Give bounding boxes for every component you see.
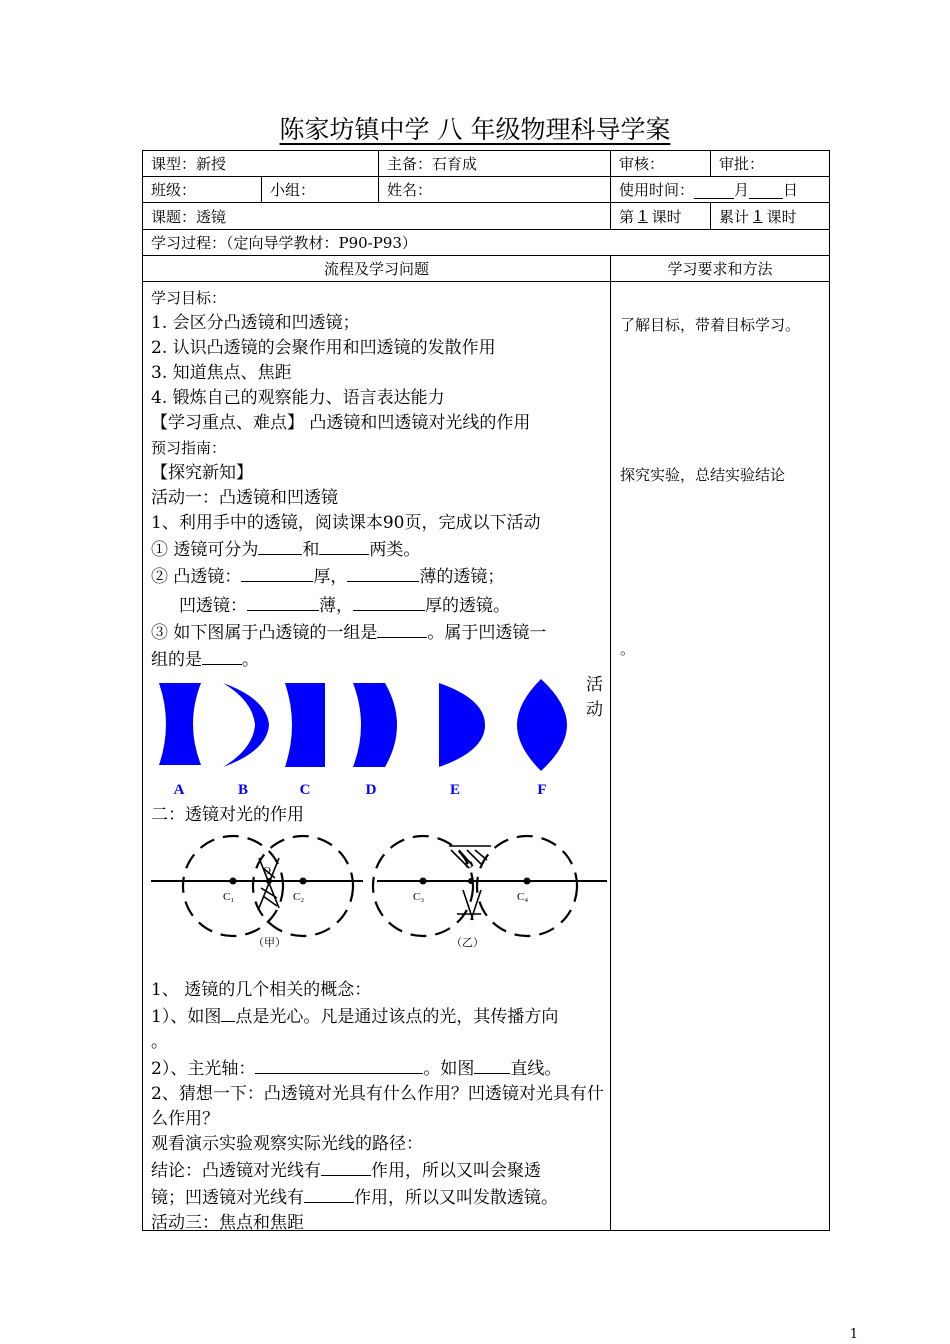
header-row-3: [143, 203, 829, 230]
lesson-type: 课型：新授: [151, 155, 227, 173]
optics-diagram: [151, 828, 609, 973]
total-period-field: 累计 1 课时: [710, 203, 829, 229]
column-heading-left: 流程及学习问题: [323, 260, 429, 278]
header-row-2: [143, 177, 829, 203]
side-note-activity: 活 动: [586, 675, 603, 720]
key-points: 【学习重点、难点】 凸透镜和凹透镜对光线的作用: [151, 413, 531, 433]
lens-label: B: [237, 782, 249, 798]
preparer: 主备：石育成: [378, 151, 610, 176]
concept-1-cont: 。: [151, 1032, 168, 1052]
concepts-heading: 1、 透镜的几个相关的概念：: [151, 980, 372, 1000]
method-column: [610, 282, 829, 1230]
goals-title: 学习目标：: [151, 289, 227, 307]
figure-label-jia: （甲）: [253, 937, 286, 949]
header-row-4: [143, 230, 829, 256]
lens-a: [159, 683, 201, 765]
learning-process: 学习过程：（定向导学教材：P90-P93）: [151, 234, 417, 252]
period-field: 第 1 课时: [610, 203, 710, 229]
name-field: 姓名：: [378, 177, 610, 202]
explore-heading: 【探究新知】: [151, 463, 253, 483]
conclusion-1: 结论：凸透镜对光线有 作用，所以又叫会聚透: [151, 1157, 604, 1184]
preview-guide: 预习指南：: [151, 439, 227, 457]
reviewer: 审核：: [610, 151, 710, 176]
point-c1: C₁: [223, 891, 235, 903]
approver: 审批：: [710, 151, 829, 176]
page-number: 1: [849, 1327, 858, 1342]
question-1: ① 透镜可分为 和 两类。: [151, 536, 604, 563]
lens-f: [517, 679, 567, 771]
lens-shapes: [155, 679, 585, 804]
lens-b: [223, 683, 269, 767]
point-c3: C₃: [413, 891, 425, 903]
method-note-2: 探究实验，总结实验结论: [620, 466, 786, 484]
lens-c: [285, 683, 325, 767]
activity-1-question: 1、利用手中的透镜，阅读课本90页，完成以下活动: [151, 513, 541, 533]
lens-e: [439, 683, 485, 767]
topic: 课题：透镜: [151, 207, 227, 226]
optics-figure: [151, 828, 604, 978]
lens-label: C: [299, 782, 311, 798]
column-heading-right: 学习要求和方法: [610, 256, 829, 281]
lens-figure: [151, 673, 604, 803]
question-4: ③ 如下图属于凸透镜的一组是 。属于凹透镜一: [151, 619, 604, 646]
activity-2-title: 二：透镜对光的作用: [151, 805, 304, 825]
question-4-cont: 组的是 。: [151, 646, 604, 673]
lens-d: [353, 683, 397, 767]
conclusion-2: 镜；凹透镜对光线有 作用，所以又叫发散透镜。: [151, 1184, 604, 1211]
activity-1-title: 活动一：凸透镜和凹透镜: [151, 488, 338, 508]
question-2: ② 凸透镜： 厚， 薄的透镜；: [151, 563, 604, 590]
goal-item: 3. 知道焦点、焦距: [151, 363, 292, 383]
goal-item: 2. 认识凸透镜的会聚作用和凹透镜的发散作用: [151, 338, 496, 358]
header-row-1: [143, 151, 829, 177]
point-c4: C₄: [517, 891, 529, 903]
page-title: 陈家坊镇中学 八 年级物理科导学案: [279, 115, 671, 144]
class-field: 班级：: [151, 181, 197, 199]
main-content: [143, 282, 610, 1233]
activity-3-title: 活动三：焦点和焦距: [151, 1213, 304, 1233]
figure-label-yi: （乙）: [451, 937, 484, 949]
method-note-1: 了解目标，带着目标学习。: [620, 316, 801, 334]
point-o: O: [263, 865, 271, 877]
use-time-field: 使用时间： 月 日: [610, 177, 829, 202]
concept-1: 1）、如图 点是光心。凡是通过该点的光，其传播方向: [151, 1003, 604, 1030]
header-row-5: [143, 256, 829, 282]
lens-label: E: [449, 782, 461, 798]
lens-label: D: [365, 782, 377, 798]
lens-label: A: [173, 782, 185, 798]
goal-item: 1. 会区分凸透镜和凹透镜；: [151, 313, 360, 333]
group-field: 小组：: [261, 177, 378, 202]
point-o: O: [465, 859, 473, 871]
concept-2: 2）、主光轴： 。如图 直线。: [151, 1055, 604, 1082]
observe-instruction: 观看演示实验观察实际光线的路径：: [151, 1134, 423, 1154]
worksheet-table: [142, 150, 830, 1231]
goal-item: 4. 锻炼自己的观察能力、语言表达能力: [151, 388, 445, 408]
guess-question: 2、猜想一下：凸透镜对光具有什么作用？凹透镜对光具有什么作用？: [151, 1084, 604, 1129]
method-note-3: 。: [620, 640, 636, 658]
question-3: 凹透镜： 薄， 厚的透镜。: [151, 592, 604, 619]
lens-label: F: [537, 782, 547, 798]
point-c2: C₂: [293, 891, 305, 903]
